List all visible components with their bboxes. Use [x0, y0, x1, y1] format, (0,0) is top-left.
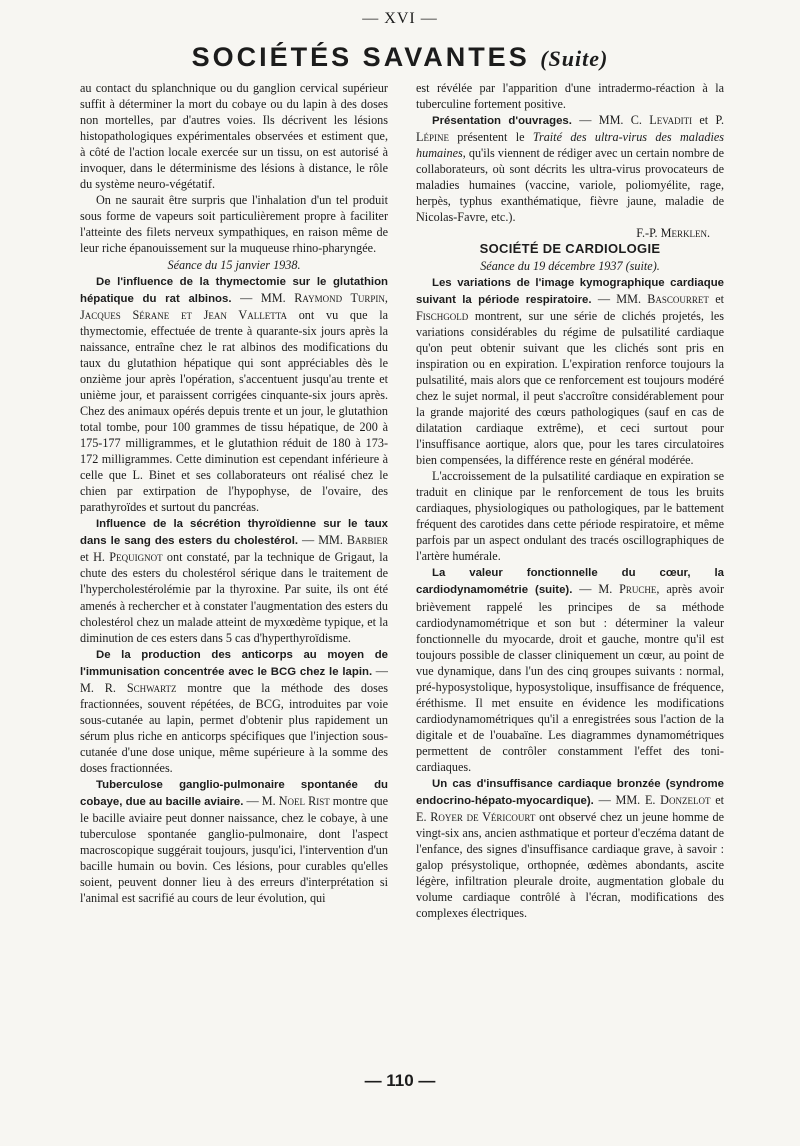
article-authors: Donzelot: [660, 793, 711, 808]
article-authors: Fischgold: [416, 308, 469, 323]
article-authors: Pequignot: [109, 550, 163, 565]
article-heading: Tuberculose ganglio-pulmonaire spontanée du cobaye, due au bacille aviaire.: [80, 779, 388, 809]
article-heading: Les variations de l'image kymographique cardiaque suivant la période respiratoire.: [416, 276, 724, 306]
article-authors: Lépine: [416, 130, 449, 145]
article-authors: Pruche: [619, 582, 657, 597]
article-kymography: Les variations de l'image kymographique cardiaque suivant la période respiratoire. — MM. Bascourret et Fischgold montrent, sur une série de clichés projetés, les variations considérables du régime de pulsatilité cardiaque qu'on peut obtenir suivant que les clichés sont pris en inspiration ou en expiration. L'expiration renforce toujours la pulsatilité, mais alors que ce renforcement est toujours modéré chez le sujet normal, il peut s'accroître considérablement pour la grande majorité des cœurs pathologiques (sauf en cas de dilatation cardiaque extrême), et ceci surtout pour l'insuffisance aortique, alors que, pour les tares circulatoires bien compensées, la différence reste en général modérée.: [416, 276, 724, 468]
article-authors: Royer de Véricourt: [430, 810, 536, 825]
session-date: Séance du 19 décembre 1937 (suite).: [480, 258, 660, 273]
article-heading: Influence de la sécrétion thyroïdienne sur le taux dans le sang des esters du cholestérol.: [80, 518, 388, 548]
society-heading: SOCIÉTÉ DE CARDIOLOGIE: [479, 241, 661, 257]
session-date: Séance du 15 janvier 1938.: [167, 257, 301, 272]
article-heading: La valeur fonctionnelle du cœur, la cardiodynamométrie (suite).: [416, 567, 724, 597]
article-tuberculosis: Tuberculose ganglio-pulmonaire spontanée du cobaye, due au bacille aviaire. — M. Noel Rist montre que le bacille aviaire peut donner naissance, chez le cobaye, à une tuberculose spontanée ganglio-pulmonaire, dont l'aspect macroscopique suggérait toujours, jusqu'ici, l'intervention d'un bacille humain ou bovin. Ces lésions, pour curables qu'elles soient, peuvent donner lieu à des erreurs d'interprétation si l'animal est sacrifié au cours de leur évolution, qui: [80, 779, 388, 906]
article-thyroid: Influence de la sécrétion thyroïdienne sur le taux dans le sang des esters du cholestérol. — MM. Barbier et H. Pequignot ont constaté, par la technique de Grigaut, la chute des esters du cholestérol sérique dans le traitement de l'hypercholestérolémie par la thyroxine. Par suite, ils ont été amenés à rechercher et à constater l'augmentation des esters du cholestérol chez un malade atteint de myxœdème typique, et la diminution de ces esters dans 5 cas d'hyperthyroïdisme.: [80, 518, 388, 645]
left-column: [80, 80, 388, 906]
paragraph: L'accroissement de la pulsatilité cardiaque en expiration se traduit en clinique par le renforcement de tous les bruits cardiaques, physiologiques ou pathologiques, par le battement fréquent des carotides dans cette période respiratoire, et même parfois par un aspect ondulant des tracés oscillographiques de l'artère humérale.: [416, 469, 724, 564]
article-authors: Schwartz: [126, 680, 177, 695]
book-presentation: Présentation d'ouvrages. — MM. C. Levaditi et P. Lépine présentent le Traité des ultra-virus des maladies humaines, qu'ils viennent de rédiger avec un certain nombre de collaborateurs, où sont décrits les ultra-virus provocateurs de maladies humaines (vaccine, variole, poliomyélite, rage, herpès, typhus exanthématique, fièvre jaune, maladie de Nicolas-Favre, etc.).: [416, 113, 724, 225]
article-heading: Présentation d'ouvrages.: [432, 115, 572, 128]
book-title: Traité des ultra-virus des maladies humaines: [416, 130, 724, 161]
paragraph: est révélée par l'apparition d'une intradermo-réaction à la tuberculine fortement positive.: [416, 81, 724, 112]
section-title-suite: (Suite): [540, 46, 609, 71]
article-bronze-heart-failure: Un cas d'insuffisance cardiaque bronzée (syndrome endocrino-hépato-myocardique). — MM. E. Donzelot et E. Royer de Véricourt ont observé chez un jeune homme de vingt-six ans, ancien asthmatique et porteur d'eczéma datant de l'enfance, des signes d'insuffisance cardiaque grave, à savoir : galop présystolique, orthopnée, œdèmes abondants, ascite légère, infiltration pleurale droite, augmentation globale du volume cardiaque contrôlé à l'écran, modifications des complexes électriques.: [416, 778, 725, 921]
article-authors: Bascourret: [647, 291, 709, 306]
article-authors: Barbier: [346, 533, 388, 548]
section-title: SOCIÉTÉS SAVANTES: [191, 42, 530, 72]
running-title: [0, 42, 800, 73]
paragraph: On ne saurait être surpris que l'inhalation d'un tel produit sous forme de vapeurs soit particulièrement propre à faciliter l'atteinte des filets nerveux sympathiques, en raison même de leur riche épanouissement sur la muqueuse rhino-pharyngée.: [80, 193, 388, 256]
article-cardiodynamometry: La valeur fonctionnelle du cœur, la cardiodynamométrie (suite). — M. Pruche, après avoir brièvement rappelé les principes de sa méthode cardiodynamométrique et son but : déterminer la valeur fonctionnelle du myocarde, droit et gauche, montre qu'il est toujours possible de classer cliniquement un cœur, au point de vue dynamique, dans l'un des cinq groupes suivants : normal, pré-hyposystolique, hyposystolique, insuffisance de fréquence, éréthisme. Il met ensuite en évidence les modifications cardiodynamométriques qu'il a enregistrées sous l'action de la digitale et de l'ouabaïne. Les diagrammes dynamométriques permettent de contrôler constamment l'effet des toni-cardiaques.: [416, 567, 725, 774]
article-thymectomy: De l'influence de la thymectomie sur le glutathion hépatique du rat albinos. — MM. Raymond Turpin, Jacques Sérane et Jean Valletta ont vu que la thymectomie, effectuée de trente à quarante-six jours après la naissance, entraîne chez le rat albinos des modifications du taux du glutathion hépatique qui sont appréciables dès le onzième jour après l'opération, s'accentuent jusqu'au trente et unième jour, et paraissent corrigées cinquante-six jours après. Chez des animaux opérés depuis trente et un jour, le glutathion total tombe, pour 100 grammes de tissu hépatique, de 200 à 175-177 milligrammes, et le glutathion réduit de 180 à 173-172 milligrammes. Cette diminution est cependant inférieure à celle que L. Binet et ses collaborateurs ont réalisé chez le chien par extirpation de l'hypophyse, de l'ovaire, des parathyroïdes et surtout du pancréas.: [80, 275, 389, 515]
roman-page-number: — XVI —: [362, 10, 438, 27]
article-authors: Levaditi: [649, 113, 693, 128]
article-authors: Noel Rist: [278, 794, 330, 809]
article-heading: Un cas d'insuffisance cardiaque bronzée (syndrome endocrino-hépato-myocardique).: [416, 778, 724, 808]
article-heading: De la production des anticorps au moyen de l'immunisation concentrée avec le BCG chez le lapin.: [80, 648, 388, 678]
article-heading: De l'influence de la thymectomie sur le glutathion hépatique du rat albinos.: [80, 275, 388, 305]
page-number: — 110 —: [364, 1071, 436, 1090]
article-bcg: De la production des anticorps au moyen de l'immunisation concentrée avec le BCG chez le lapin. — M. R. Schwartz montre que la méthode des doses fractionnées, souvent répétées, de BCG, introduites par voie sous-cutanée au lapin, permet d'obtenir plus rapidement un sérum plus riche en anticorps spécifiques que l'injection sous-cutanée d'une dose unique, même supérieure à la somme des doses fractionnées.: [80, 648, 388, 775]
signature: F.-P. Merklen.: [636, 226, 710, 241]
paragraph: au contact du splanchnique ou du ganglion cervical supérieur suffit à déterminer la mort du cobaye ou du lapin à des doses non mortelles, par d'autres voies. Ils décrivent les lésions histopathologiques expérimentales observées et estiment que, à côté de l'action locale exercée sur un tissu, on est autorisé à invoquer, dans le déterminisme des lésions à distance, le rôle du système neuro-végétatif.: [80, 81, 388, 192]
right-column: [416, 80, 724, 921]
article-authors: Raymond Turpin, Jacques Sérane et Jean Valletta: [80, 290, 388, 322]
